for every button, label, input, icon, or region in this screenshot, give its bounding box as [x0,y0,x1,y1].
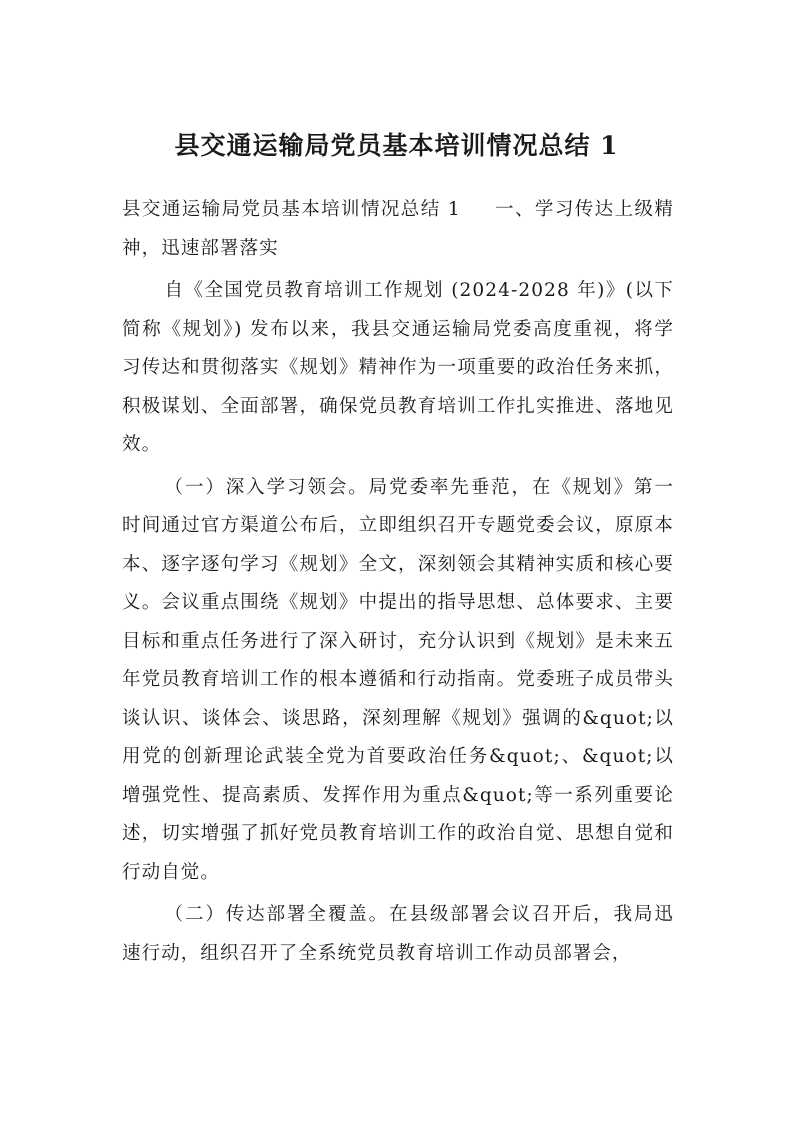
document-body [122,191,674,977]
body-paragraph: （二）传达部署全覆盖。在县级部署会议召开后，我局迅速行动，组织召开了全系统党员教育培训工作动员部署会， [122,904,674,964]
body-paragraph: （一）深入学习领会。局党委率先垂范，在《规划》第一时间通过官方渠道公布后，立即组织召开专题党委会议，原原本本、逐字逐句学习《规划》全文，深刻领会其精神实质和核心要义。会议重点围绕《规划》中提出的指导思想、总体要求、主要目标和重点任务进行了深入研讨，充分认识到《规划》是未来五年党员教育培训工作的根本遵循和行动指南。党委班子成员带头谈认识、谈体会、谈思路，深刻理解《规划》强调的&quot;以用党的创新理论武装全党为首要政治任务&quot;、&quot;以增强党性、提高素质、发挥作用为重点&quot;等一系列重要论述，切实增强了抓好党员教育培训工作的政治自觉、思想自觉和行动自觉。 [122,476,674,883]
document-title: 县交通运输局党员基本培训情况总结 1 [174,131,619,160]
section-heading: 一、学习传达上级精神，迅速部署落实 [122,199,674,259]
intro-lead: 县交通运输局党员基本培训情况总结 1 [122,199,461,220]
body-paragraph: 自《全国党员教育培训工作规划 (2024-2028 年)》(以下简称《规划》) 发布以来，我县交通运输局党委高度重视，将学习传达和贯彻落实《规划》精神作为一项重要的政治任务来抓，积极谋划、全面部署，确保党员教育培训工作扎实推进、落地见效。 [122,280,674,455]
intro-paragraph [122,191,674,268]
